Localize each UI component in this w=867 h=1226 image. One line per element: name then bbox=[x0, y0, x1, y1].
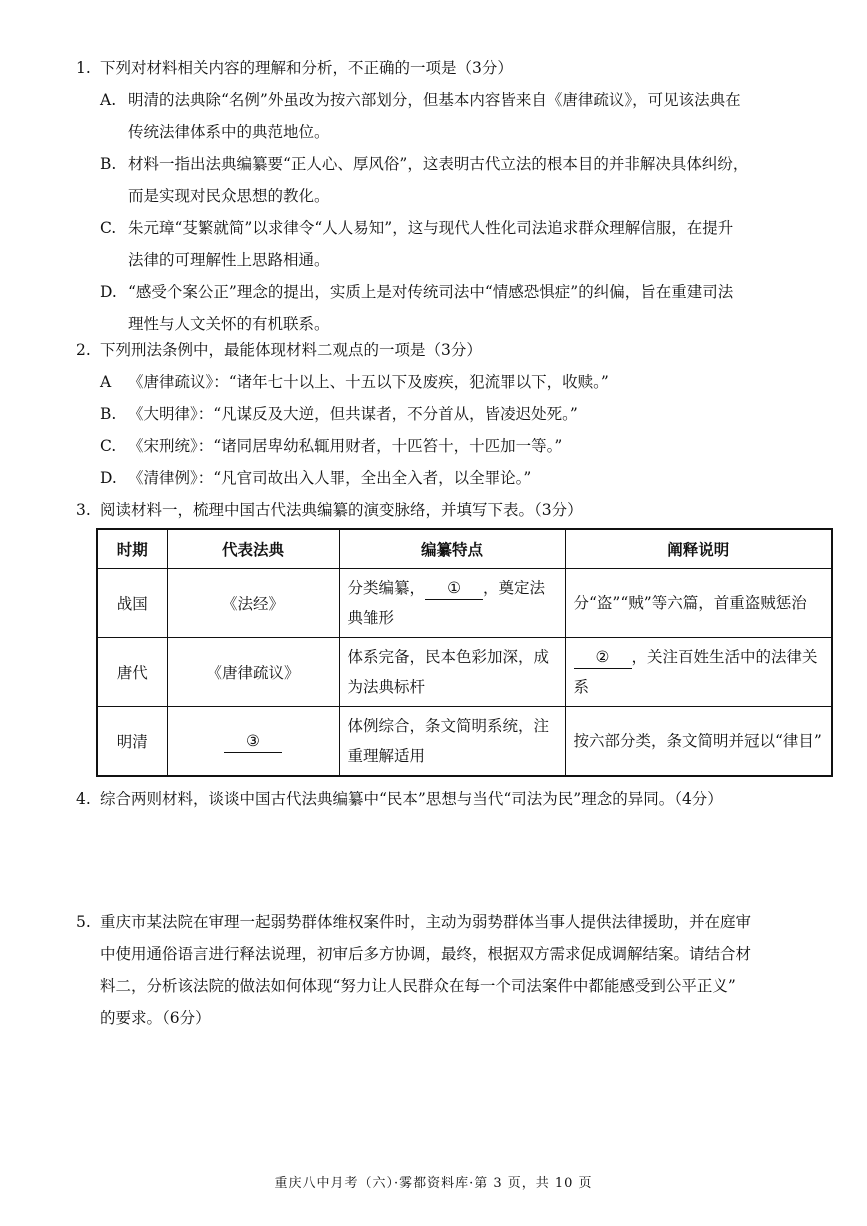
question-number: 2. bbox=[76, 341, 91, 359]
table-row bbox=[97, 638, 832, 707]
cell-code: 《法经》 bbox=[167, 569, 339, 638]
question-number: 3. bbox=[76, 501, 91, 519]
cell-code: 《唐律疏议》 bbox=[167, 638, 339, 707]
answer-blank-2[interactable]: ② bbox=[574, 646, 632, 669]
option-text: 《大明律》：“凡谋反及大逆，但共谋者，不分首从，皆凌迟处死。” bbox=[128, 405, 578, 423]
evolution-table bbox=[96, 528, 833, 777]
question-1 bbox=[76, 52, 836, 340]
question-stem: 下列对材料相关内容的理解和分析，不正确的一项是（3分） bbox=[100, 59, 513, 77]
option-label: A. bbox=[100, 91, 117, 109]
question-line: 中使用通俗语言进行释法说理，初审后多方协调，最终，根据双方需求促成调解结案。请结合材 bbox=[100, 945, 752, 963]
explain-text-post: ，关注百姓生活中的法律关系 bbox=[573, 648, 818, 696]
table-row bbox=[97, 707, 832, 777]
option-text: 《清律例》：“凡官司故出入人罪，全出全入者，以全罪论。” bbox=[128, 469, 532, 487]
question-stem: 下列刑法条例中，最能体现材料二观点的一项是（3分） bbox=[100, 341, 482, 359]
option-c bbox=[76, 430, 836, 462]
table-row bbox=[97, 569, 832, 638]
option-label: C. bbox=[100, 219, 117, 237]
option-c bbox=[76, 212, 836, 276]
option-b bbox=[76, 398, 836, 430]
option-line: 而是实现对民众思想的教化。 bbox=[128, 187, 330, 205]
option-label: A bbox=[100, 373, 112, 391]
option-line: 朱元璋“芟繁就简”以求律令“人人易知”，这与现代人性化司法追求群众理解信服，在提升 bbox=[128, 219, 734, 237]
option-d bbox=[76, 462, 836, 494]
question-2 bbox=[76, 334, 836, 494]
option-label: D. bbox=[100, 469, 117, 487]
option-text: 《唐律疏议》：“诸年七十以上、十五以下及废疾，犯流罪以下，收赎。” bbox=[128, 373, 609, 391]
cell-period: 明清 bbox=[97, 707, 167, 777]
cell-feature: 体例综合，条文简明系统，注重理解适用 bbox=[339, 707, 565, 777]
option-label: D. bbox=[100, 283, 117, 301]
answer-blank-3[interactable]: ③ bbox=[224, 730, 282, 753]
option-line: 传统法律体系中的典范地位。 bbox=[128, 123, 330, 141]
header-code: 代表法典 bbox=[167, 529, 339, 569]
option-label: B. bbox=[100, 155, 117, 173]
header-explain: 阐释说明 bbox=[565, 529, 832, 569]
cell-explain bbox=[565, 638, 832, 707]
cell-feature: 体系完备，民本色彩加深，成为法典标杆 bbox=[339, 638, 565, 707]
question-number: 4. bbox=[76, 790, 91, 808]
option-label: C. bbox=[100, 437, 117, 455]
question-3 bbox=[76, 494, 836, 526]
table-header-row bbox=[97, 529, 832, 569]
question-4 bbox=[76, 783, 836, 815]
option-line: 材料一指出法典编纂要“正人心、厚风俗”，这表明古代立法的根本目的并非解决具体纠纷， bbox=[128, 155, 749, 173]
question-line: 重庆市某法院在审理一起弱势群体维权案件时，主动为弱势群体当事人提供法律援助，并在庭审 bbox=[100, 913, 752, 931]
question-line: 料二，分析该法院的做法如何体现“努力让人民群众在每一个司法案件中都能感受到公平正义” bbox=[100, 977, 736, 995]
option-b bbox=[76, 148, 836, 212]
question-stem: 综合两则材料，谈谈中国古代法典编纂中“民本”思想与当代“司法为民”理念的异同。（4分） bbox=[100, 790, 723, 808]
cell-feature bbox=[339, 569, 565, 638]
option-a bbox=[76, 366, 836, 398]
question-number: 5. bbox=[76, 913, 91, 931]
option-line: 理性与人文关怀的有机联系。 bbox=[128, 315, 330, 333]
option-label: B. bbox=[100, 405, 117, 423]
option-line: 法律的可理解性上思路相通。 bbox=[128, 251, 330, 269]
header-feature: 编纂特点 bbox=[339, 529, 565, 569]
option-text: 《宋刑统》：“诸同居卑幼私辄用财者，十匹笞十，十匹加一等。” bbox=[128, 437, 563, 455]
header-period: 时期 bbox=[97, 529, 167, 569]
question-5 bbox=[76, 906, 836, 1034]
option-line: 明清的法典除“名例”外虽改为按六部划分，但基本内容皆来自《唐律疏议》，可见该法典在 bbox=[128, 91, 741, 109]
feature-text-post: ，奠定法典雏形 bbox=[347, 579, 546, 627]
question-number: 1. bbox=[76, 59, 91, 77]
option-a bbox=[76, 84, 836, 148]
cell-explain: 按六部分类，条文简明并冠以“律目” bbox=[565, 707, 832, 777]
question-stem: 阅读材料一，梳理中国古代法典编纂的演变脉络，并填写下表。（3分） bbox=[100, 501, 583, 519]
option-line: “感受个案公正”理念的提出，实质上是对传统司法中“情感恐惧症”的纠偏，旨在重建司法 bbox=[128, 283, 734, 301]
cell-explain: 分“盗”“贼”等六篇，首重盗贼惩治 bbox=[565, 569, 832, 638]
answer-blank-1[interactable]: ① bbox=[425, 577, 483, 600]
feature-text-pre: 分类编纂， bbox=[347, 579, 426, 597]
cell-period: 唐代 bbox=[97, 638, 167, 707]
question-line: 的要求。（6分） bbox=[100, 1009, 211, 1027]
cell-code bbox=[167, 707, 339, 777]
cell-period: 战国 bbox=[97, 569, 167, 638]
option-d bbox=[76, 276, 836, 340]
page-footer: 重庆八中月考（六）·雾都资料库·第 3 页，共 10 页 bbox=[274, 1176, 593, 1191]
